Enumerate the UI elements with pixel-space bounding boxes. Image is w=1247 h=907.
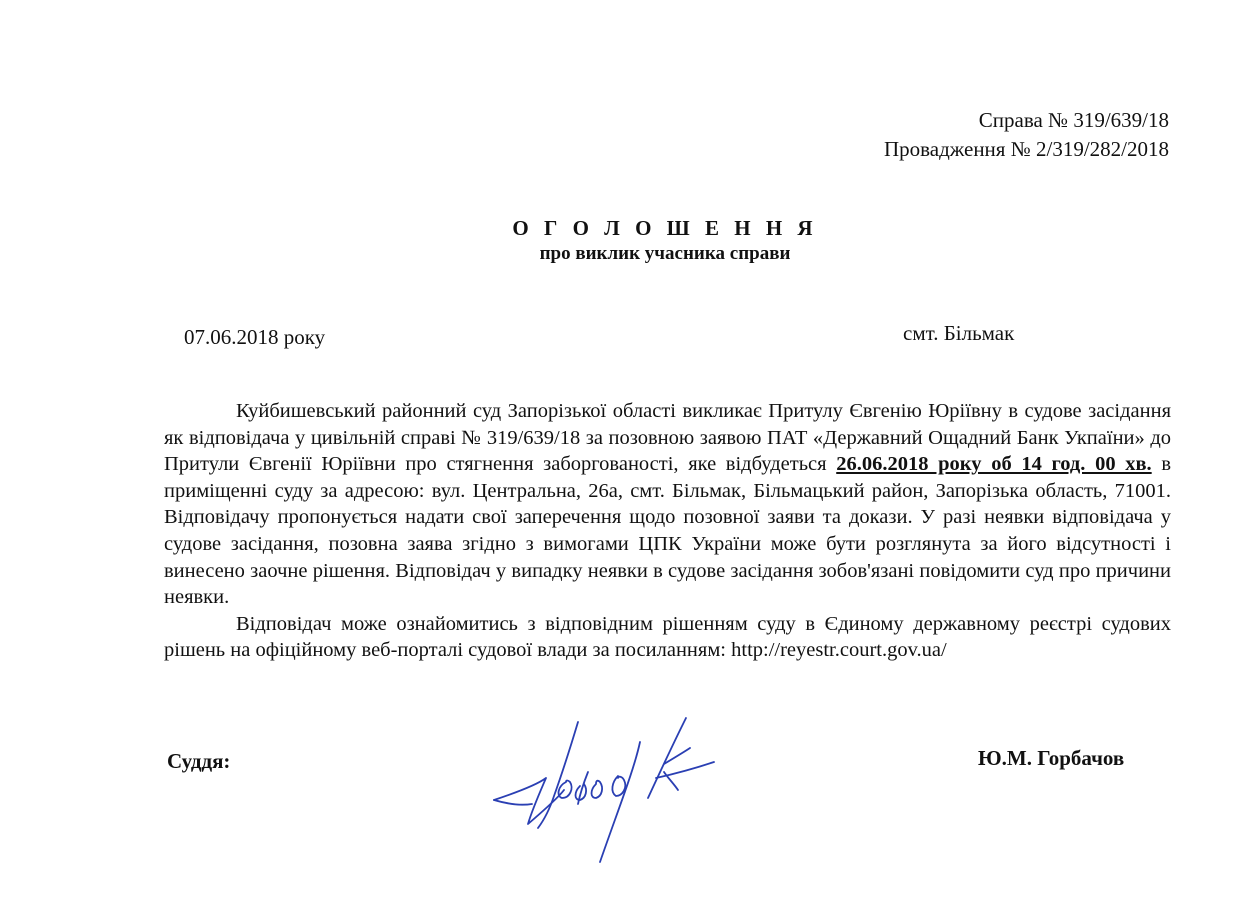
handwritten-signature-icon xyxy=(488,712,728,877)
judge-name: Ю.М. Горбачов xyxy=(978,746,1125,770)
document-place: смт. Більмак xyxy=(903,321,1015,345)
document-heading xyxy=(0,215,1247,267)
document-date: 07.06.2018 року xyxy=(184,325,326,349)
summons-text-start: Куйбишевський районний суд Запорізької області викликає Притулу Євгенію Юріївну в судове засідання як відповідача у цивільній справі № 319/639/18 за позовною заявою ПАТ «Державний Ощадний Банк Укпаїни» до Притули Євгенії Юріївни про стягнення заборгованості, яке відбудеться xyxy=(164,400,1171,476)
hearing-datetime: 26.06.2018 року об 14 год. 00 хв. xyxy=(836,453,1152,476)
proceeding-number: Провадження № 2/319/282/2018 xyxy=(883,137,1169,161)
case-number: Справа № 319/639/18 xyxy=(978,108,1169,132)
document-body xyxy=(164,398,1171,664)
registry-paragraph: Відповідач може ознайомитись з відповідним рішенням суду в Єдиному державному реєстрі судових рішень на офіційному веб-порталі судової влади за посиланням: http://reyestr.court.gov.ua/ xyxy=(164,612,1171,662)
judge-label: Суддя: xyxy=(167,749,231,773)
document-subtitle: про виклик учасника справи xyxy=(539,243,791,264)
case-references xyxy=(884,106,1169,164)
summons-text-end: в приміщенні суду за адресою: вул. Центральна, 26а, смт. Більмак, Більмацький район, Запорізька область, 71001. Відповідачу пропонується надати свої заперечення щодо позовної заяви та докази. У разі неявки відповідача у судове засідання, позовна заява згідно з вимогами ЦПК України може бути розглянута за його відсутності і винесено заочне рішення. Відповідач у випадку неявки в судове засідання зобов'язані повідомити суд про причини неявки. xyxy=(164,453,1171,609)
document-title: О Г О Л О Ш Е Н Н Я xyxy=(512,216,818,240)
summons-paragraph xyxy=(164,398,1171,611)
